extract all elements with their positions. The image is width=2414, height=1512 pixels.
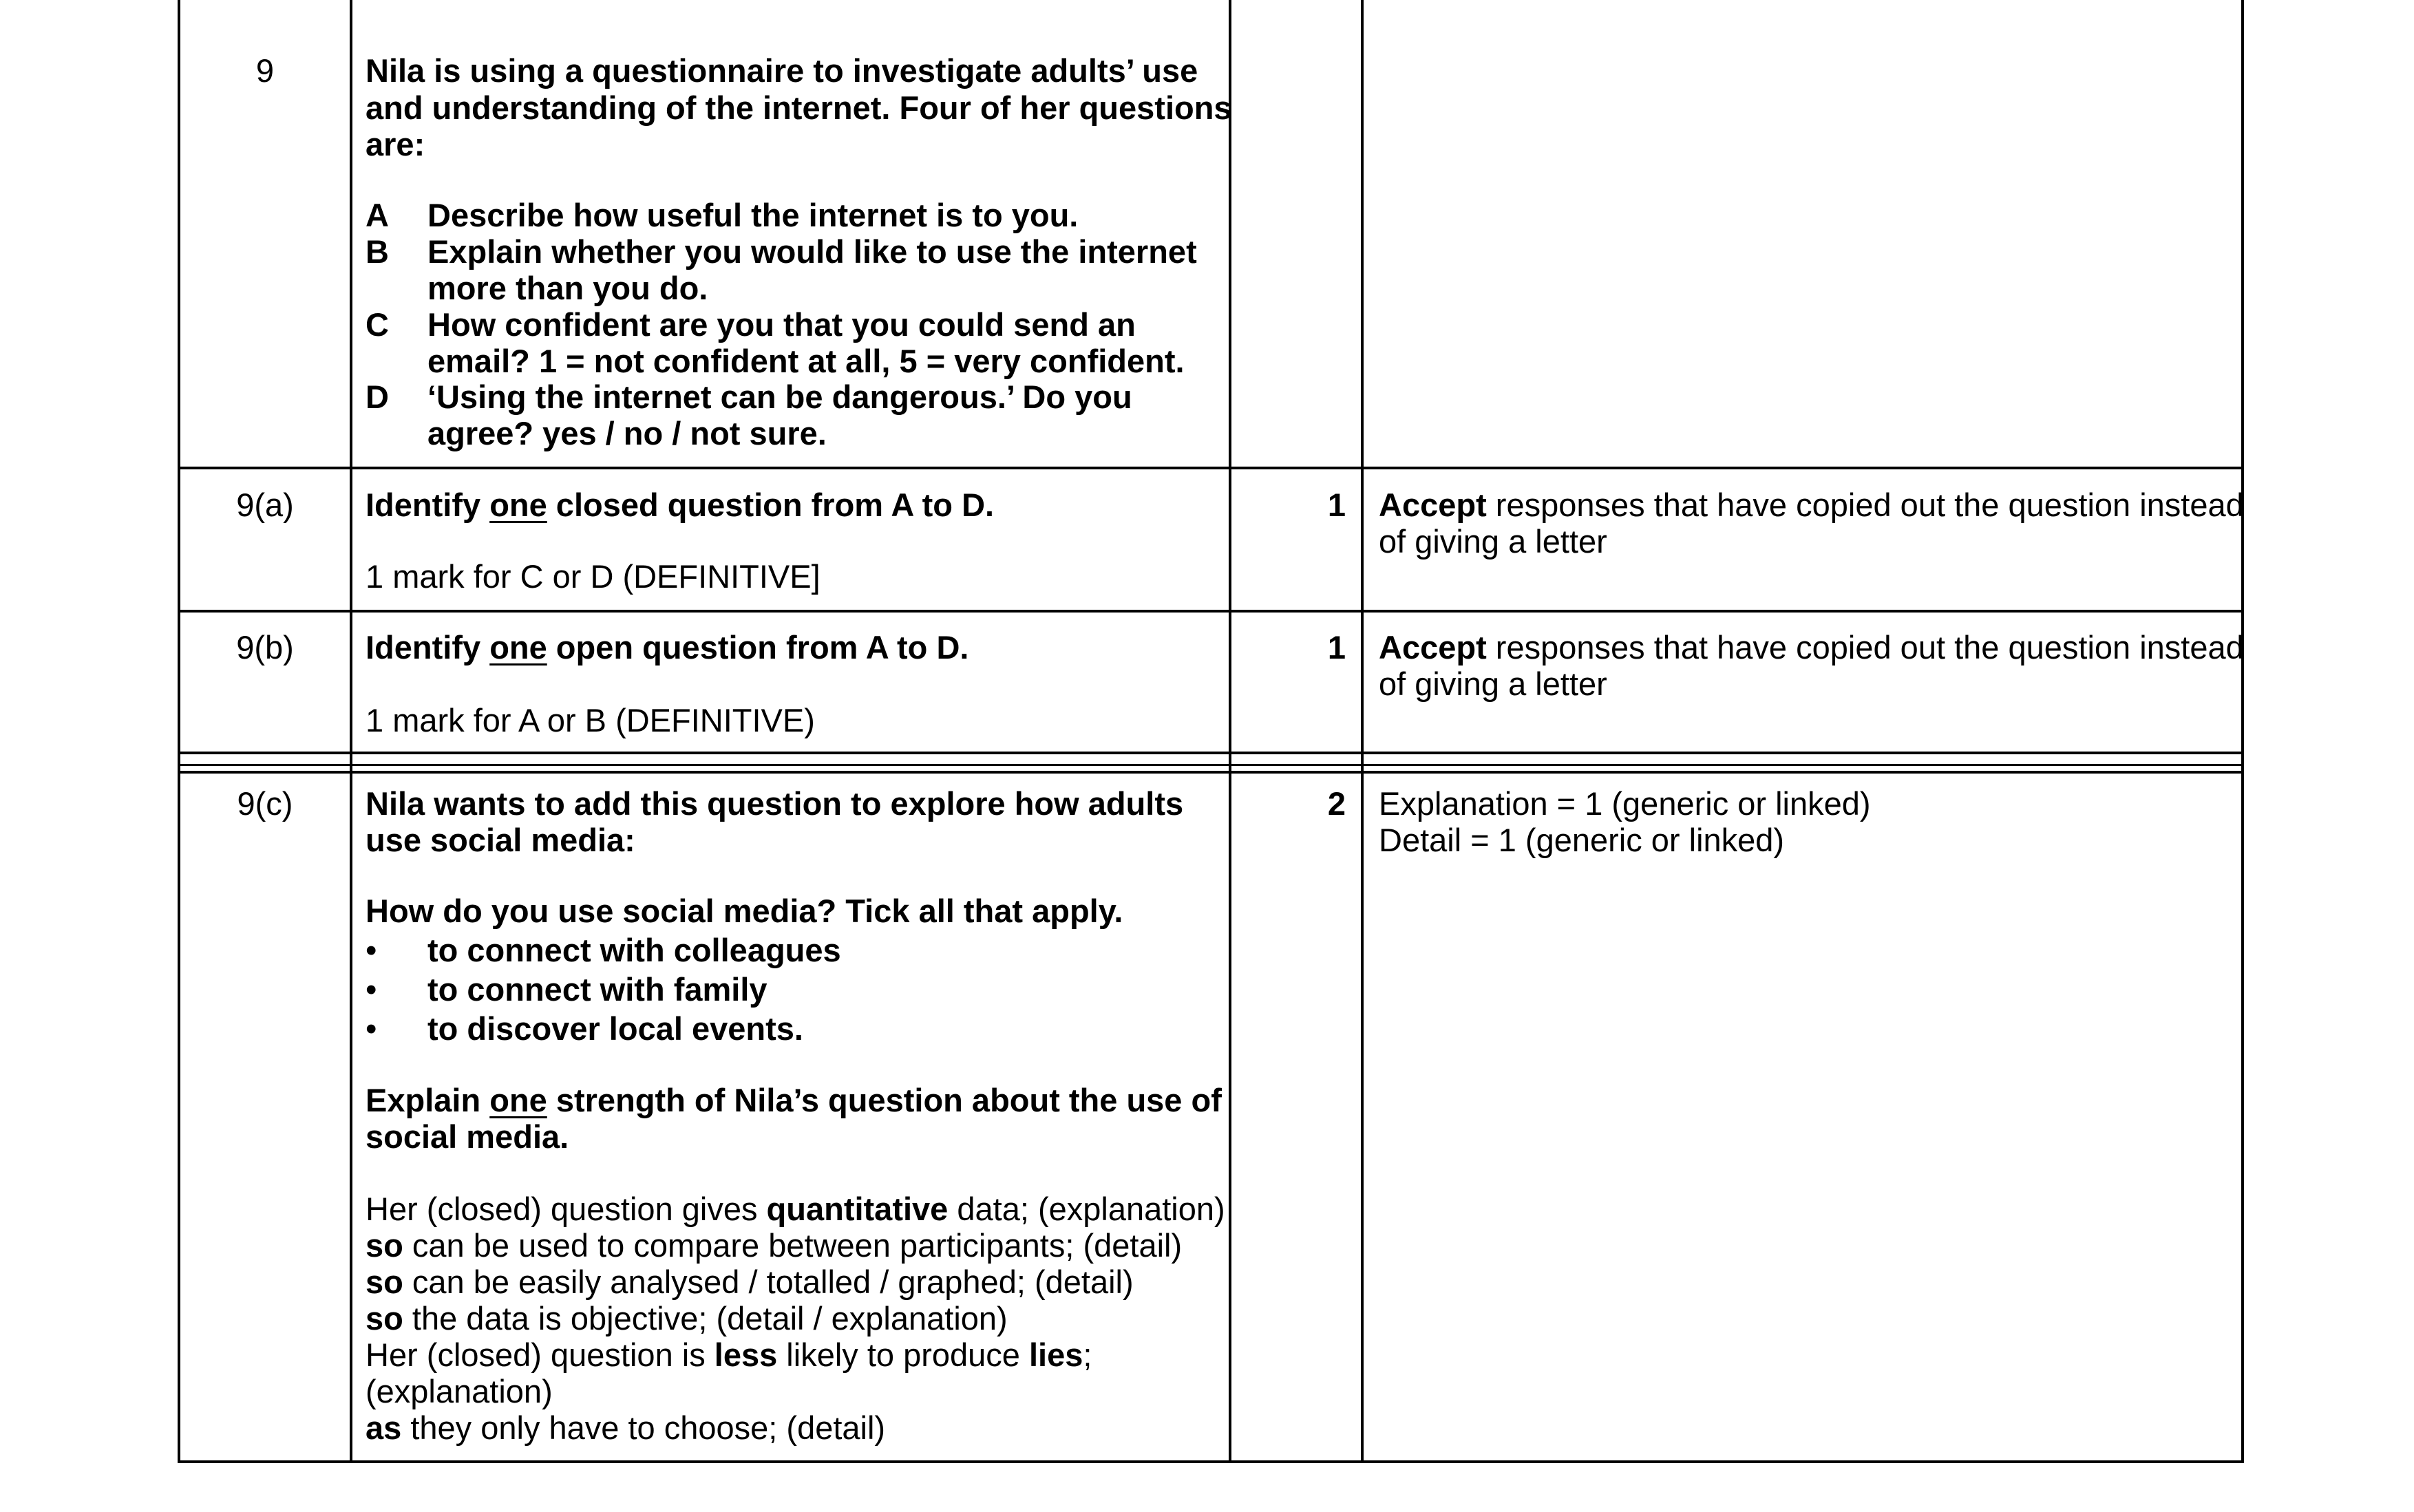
bullet-icon: • xyxy=(366,1010,377,1047)
list-item-text: to connect with colleagues xyxy=(427,932,841,968)
task-text-end: strength of Nila’s question about the use of xyxy=(547,1082,1222,1118)
underlined-word: one xyxy=(489,487,547,523)
question-number: 9(c) xyxy=(237,785,293,822)
question-number: 9(a) xyxy=(236,487,294,523)
answer-line xyxy=(366,1300,1008,1337)
answer-keyword: less xyxy=(714,1337,778,1373)
bullet-icon: • xyxy=(366,971,377,1008)
answer-span: (explanation) xyxy=(366,1373,553,1409)
guidance-rest: responses that have copied out the question instead xyxy=(1486,629,2244,666)
answer-span: likely to produce xyxy=(777,1337,1029,1373)
column-divider xyxy=(350,0,352,1463)
list-item-text: to discover local events. xyxy=(427,1010,803,1047)
answer-keyword: so xyxy=(366,1227,403,1264)
option-text-continued: agree? yes / no / not sure. xyxy=(427,415,827,451)
option-text: Explain whether you would like to use the internet xyxy=(427,233,1197,270)
table-border-bottom xyxy=(178,1460,2244,1463)
answer-span: they only have to choose; (detail) xyxy=(401,1409,886,1446)
question-text xyxy=(366,487,994,523)
guidance-rest: responses that have copied out the question instead xyxy=(1486,487,2244,523)
row-divider xyxy=(178,467,2244,469)
option-letter: C xyxy=(366,306,389,343)
option-letter: D xyxy=(366,379,389,415)
guidance-text xyxy=(1379,487,2244,523)
answer-line xyxy=(366,1191,1225,1227)
row-divider xyxy=(178,610,2244,613)
stem-line: and understanding of the internet. Four of her questions xyxy=(366,89,1232,126)
answer-span: can be used to compare between participants; (detail) xyxy=(403,1227,1183,1264)
question-number: 9(b) xyxy=(236,629,294,666)
marks-value: 1 xyxy=(1327,487,1346,523)
option-letter: B xyxy=(366,233,389,270)
stem-line: are: xyxy=(366,126,425,162)
table-border-right xyxy=(2241,0,2244,1463)
answer-span: can be easily analysed / totalled / graphed; (detail) xyxy=(403,1264,1134,1300)
answer-keyword: quantitative xyxy=(766,1191,949,1227)
option-text: ‘Using the internet can be dangerous.’ Do you xyxy=(427,379,1132,415)
row-divider xyxy=(178,771,2244,774)
marks-value: 1 xyxy=(1327,629,1346,666)
column-divider xyxy=(1229,0,1231,1463)
answer-span: the data is objective; (detail / explanation) xyxy=(403,1300,1008,1337)
answer-line xyxy=(366,1373,553,1409)
answer-line xyxy=(366,1337,1092,1373)
question-text xyxy=(366,629,968,666)
answer-text: 1 mark for C or D (DEFINITIVE] xyxy=(366,558,820,595)
answer-keyword: as xyxy=(366,1409,402,1446)
guidance-text xyxy=(1379,629,2244,666)
table-border-left xyxy=(178,0,180,1463)
option-text-continued: email? 1 = not confident at all, 5 = very confident. xyxy=(427,343,1185,379)
answer-keyword: lies xyxy=(1029,1337,1083,1373)
task-text-line2: social media. xyxy=(366,1118,569,1155)
answer-line xyxy=(366,1409,885,1446)
question-text-end: open question from A to D. xyxy=(547,629,969,666)
stem-line: Nila is using a questionnaire to investigate adults’ use xyxy=(366,52,1198,89)
guidance-text-line2: of giving a letter xyxy=(1379,523,1607,560)
column-divider xyxy=(1361,0,1364,1463)
question-text-start: Identify xyxy=(366,487,490,523)
answer-line xyxy=(366,1264,1134,1300)
underlined-word: one xyxy=(489,629,547,666)
guidance-keyword: Accept xyxy=(1379,487,1487,523)
answer-line xyxy=(366,1227,1182,1264)
row-divider xyxy=(178,764,2244,766)
option-text: How confident are you that you could send an xyxy=(427,306,1136,343)
marks-value: 2 xyxy=(1327,785,1346,822)
question-text-start: Identify xyxy=(366,629,490,666)
row-divider xyxy=(178,752,2244,754)
guidance-line: Explanation = 1 (generic or linked) xyxy=(1379,785,1871,822)
answer-span: Her (closed) question gives xyxy=(366,1191,767,1227)
task-text-start: Explain xyxy=(366,1082,490,1118)
task-text xyxy=(366,1082,1222,1118)
underlined-word: one xyxy=(489,1082,547,1118)
guidance-text-line2: of giving a letter xyxy=(1379,666,1607,702)
question-text-end: closed question from A to D. xyxy=(547,487,995,523)
option-text-continued: more than you do. xyxy=(427,270,708,306)
option-letter: A xyxy=(366,197,389,233)
answer-keyword: so xyxy=(366,1300,403,1337)
list-item-text: to connect with family xyxy=(427,971,767,1008)
question-intro-line: use social media: xyxy=(366,822,635,858)
answer-keyword: so xyxy=(366,1264,403,1300)
bullet-icon: • xyxy=(366,932,377,968)
answer-span: ; xyxy=(1083,1337,1092,1373)
answer-text: 1 mark for A or B (DEFINITIVE) xyxy=(366,702,815,738)
guidance-line: Detail = 1 (generic or linked) xyxy=(1379,822,1785,858)
answer-span: Her (closed) question is xyxy=(366,1337,714,1373)
guidance-keyword: Accept xyxy=(1379,629,1487,666)
answer-span: data; (explanation) xyxy=(948,1191,1225,1227)
question-number: 9 xyxy=(255,52,275,89)
question-intro-line: Nila wants to add this question to explore how adults xyxy=(366,785,1184,822)
sub-question: How do you use social media? Tick all that apply. xyxy=(366,893,1123,929)
option-text: Describe how useful the internet is to you. xyxy=(427,197,1079,233)
